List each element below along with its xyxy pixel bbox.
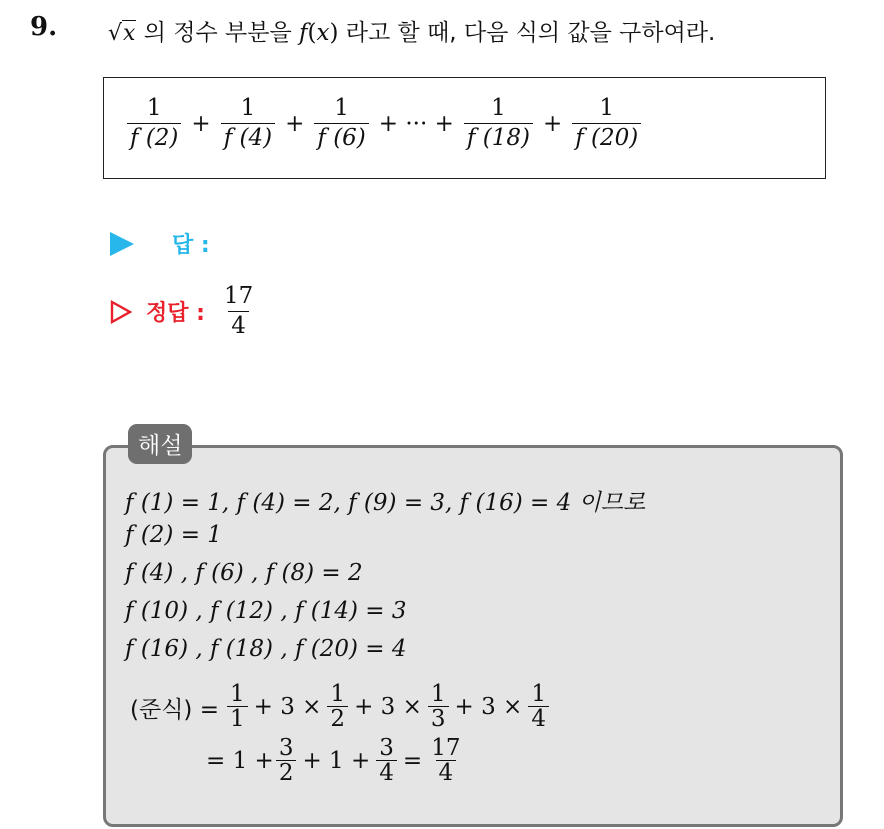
sqrt-expression: √x — [108, 21, 136, 46]
solution-line-4: f (10) , f (12) , f (14) = 3 — [125, 598, 407, 624]
solution-line-2: f (2) = 1 — [125, 522, 222, 548]
term-fraction: $\frac{1}{f (18)}$ — [464, 94, 533, 154]
fraction: $\frac{1}{2}$ — [327, 682, 348, 732]
solution-line-6 — [130, 682, 551, 732]
times-term: + 3 × — [354, 694, 422, 721]
correct-answer-row — [110, 282, 259, 342]
term-fraction: $\frac{1}{f (4)}$ — [221, 94, 275, 154]
solution-line-7-eq: = 1 + — [206, 748, 274, 775]
fraction: $\frac{3}{2}$ — [276, 736, 297, 786]
answer-row — [110, 228, 210, 259]
term-fraction: $\frac{1}{f (6)}$ — [314, 94, 368, 154]
correct-answer-label: 정답 : — [146, 301, 205, 327]
question-text-part1: 의 정수 부분을 — [143, 20, 292, 46]
plus-sign: + — [191, 110, 211, 137]
plus-sign: + — [542, 110, 563, 137]
fraction: $\frac{3}{4}$ — [376, 736, 397, 786]
solution-line-5: f (16) , f (18) , f (20) = 4 — [125, 636, 407, 662]
question-text — [108, 14, 715, 47]
fraction: $\frac{1}{4}$ — [528, 682, 549, 732]
play-triangle-icon — [110, 232, 134, 256]
fraction: $\frac{1}{1}$ — [227, 682, 248, 732]
correct-answer-value: $\frac{17}{4}$ — [221, 282, 256, 342]
fraction: $\frac{1}{3}$ — [428, 682, 449, 732]
solution-tag: 해설 — [128, 424, 192, 464]
term-fraction: $\frac{1}{f (2)}$ — [127, 94, 181, 154]
times-term: + 3 × — [454, 694, 523, 721]
outline-triangle-icon — [110, 300, 132, 324]
expression-box — [103, 77, 826, 179]
fraction: $\frac{17}{4}$ — [431, 735, 461, 787]
function-name: f — [299, 20, 308, 46]
solution-line-6-prefix: (준식) = — [130, 696, 219, 723]
plus-sign: + — [285, 110, 305, 137]
sum-expression — [124, 94, 644, 154]
answer-label: 답 : — [172, 233, 210, 258]
solution-line-7-mid: + 1 + — [302, 748, 371, 775]
function-arg: (x) — [307, 20, 339, 46]
solution-line-7 — [206, 736, 465, 786]
solution-line-1: f (1) = 1, f (4) = 2, f (9) = 3, f (16) = 4 이므로 — [125, 490, 646, 516]
term-fraction: $\frac{1}{f (20)}$ — [572, 94, 641, 154]
solution-line-3: f (4) , f (6) , f (8) = 2 — [125, 560, 363, 586]
times-term: + 3 × — [253, 694, 322, 721]
question-number: 9. — [30, 12, 58, 42]
solution-line-7-eq2: = — [402, 748, 423, 775]
ellipsis: + ··· + — [378, 110, 454, 137]
question-text-part2: 라고 할 때, 다음 식의 값을 구하여라. — [345, 20, 716, 46]
